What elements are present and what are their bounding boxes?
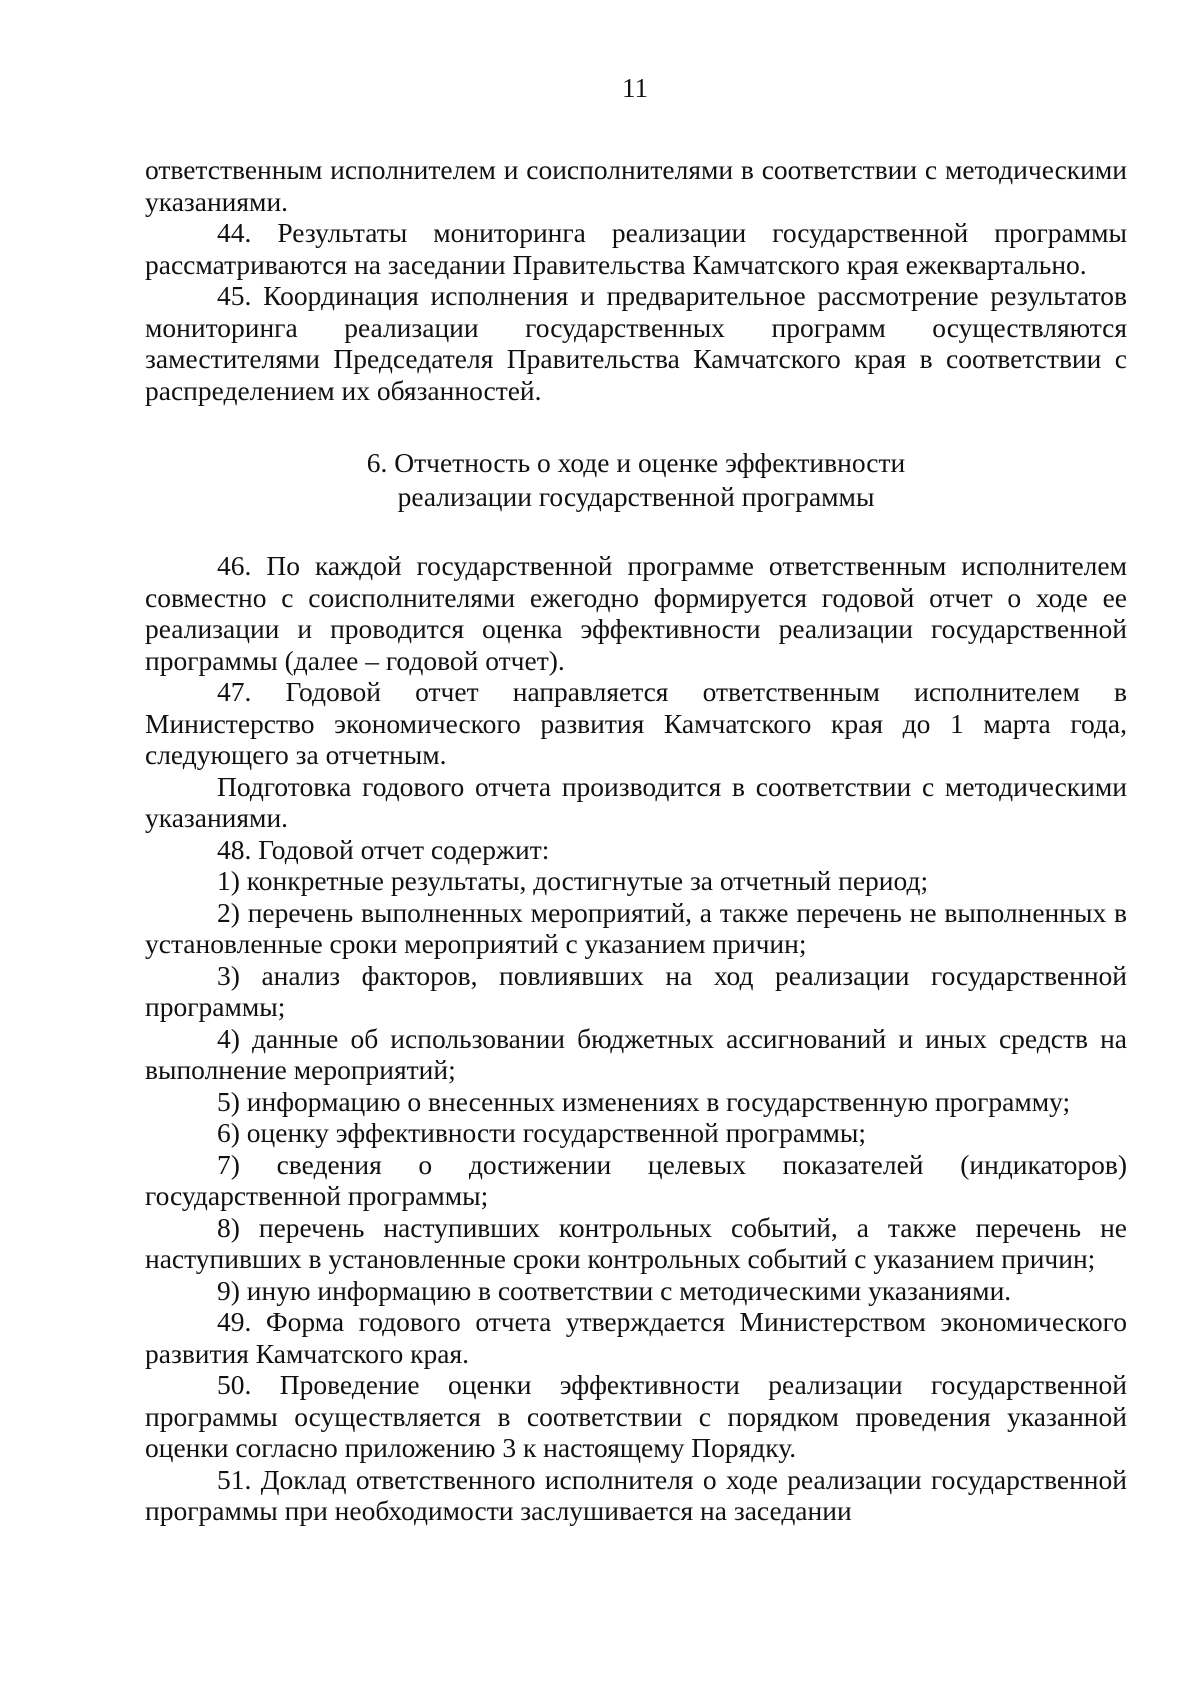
list-item-2: 2) перечень выполненных мероприятий, а также перечень не выполненных в установленные сроки мероприятий с указанием причин; (145, 896, 1127, 959)
list-item-4: 4) данные об использовании бюджетных ассигнований и иных средств на выполнение мероприятий; (145, 1022, 1127, 1085)
paragraph-49: 49. Форма годового отчета утверждается Министерством экономического развития Камчатского края. (145, 1306, 1127, 1369)
paragraph-47-preparation: Подготовка годового отчета производится в соответствии с методическими указаниями. (145, 770, 1127, 833)
list-item-1: 1) конкретные результаты, достигнутые за отчетный период; (217, 865, 929, 896)
paragraph-48: 48. Годовой отчет содержит: (217, 833, 550, 865)
page-number: 11 (622, 73, 648, 103)
section-heading (145, 446, 1127, 514)
paragraph-46: 46. По каждой государственной программе ответственным исполнителем совместно с соисполнителями ежегодно формируется годовой отчет о ходе ее реализации и проводится оценка эффективности реализации государственной программы (далее – годовой отчет). (145, 550, 1127, 676)
list-item-6: 6) оценку эффективности государственной программы; (217, 1117, 867, 1148)
section-heading-line-2: реализации государственной программы (397, 481, 875, 512)
paragraph-44: 44. Результаты мониторинга реализации государственной программы рассматриваются на заседании Правительства Камчатского края ежеквартально. (145, 217, 1127, 280)
paragraph-47: 47. Годовой отчет направляется ответственным исполнителем в Министерство экономического развития Камчатского края до 1 марта года, следующего за отчетным. (145, 676, 1127, 770)
list-item-9: 9) иную информацию в соответствии с методическими указаниями. (217, 1274, 1012, 1306)
paragraph-50: 50. Проведение оценки эффективности реализации государственной программы осуществляется в соответствии с порядком проведения указанной оценки согласно приложению 3 к настоящему Порядку. (145, 1369, 1127, 1463)
document-body (145, 154, 1127, 1527)
list-item-8: 8) перечень наступивших контрольных событий, а также перечень не наступивших в установленные сроки контрольных событий с указанием причин; (145, 1211, 1127, 1274)
paragraph-45: 45. Координация исполнения и предварительное рассмотрение результатов мониторинга реализации государственных программ осуществляются заместителями Председателя Правительства Камчатского края в соответствии с распределением их обязанностей. (145, 280, 1127, 406)
paragraph-51: 51. Доклад ответственного исполнителя о ходе реализации государственной программы при необходимости заслушивается на заседании (145, 1463, 1127, 1526)
list-item-7: 7) сведения о достижении целевых показателей (индикаторов) государственной программы; (145, 1148, 1127, 1211)
section-heading-line-1: 6. Отчетность о ходе и оценке эффективности (366, 447, 906, 478)
list-item-5: 5) информацию о внесенных изменениях в государственную программу; (217, 1085, 1071, 1117)
list-item-3: 3) анализ факторов, повлиявших на ход реализации государственной программы; (145, 959, 1127, 1022)
paragraph-continuation: ответственным исполнителем и соисполнителями в соответствии с методическими указаниями. (145, 154, 1127, 217)
